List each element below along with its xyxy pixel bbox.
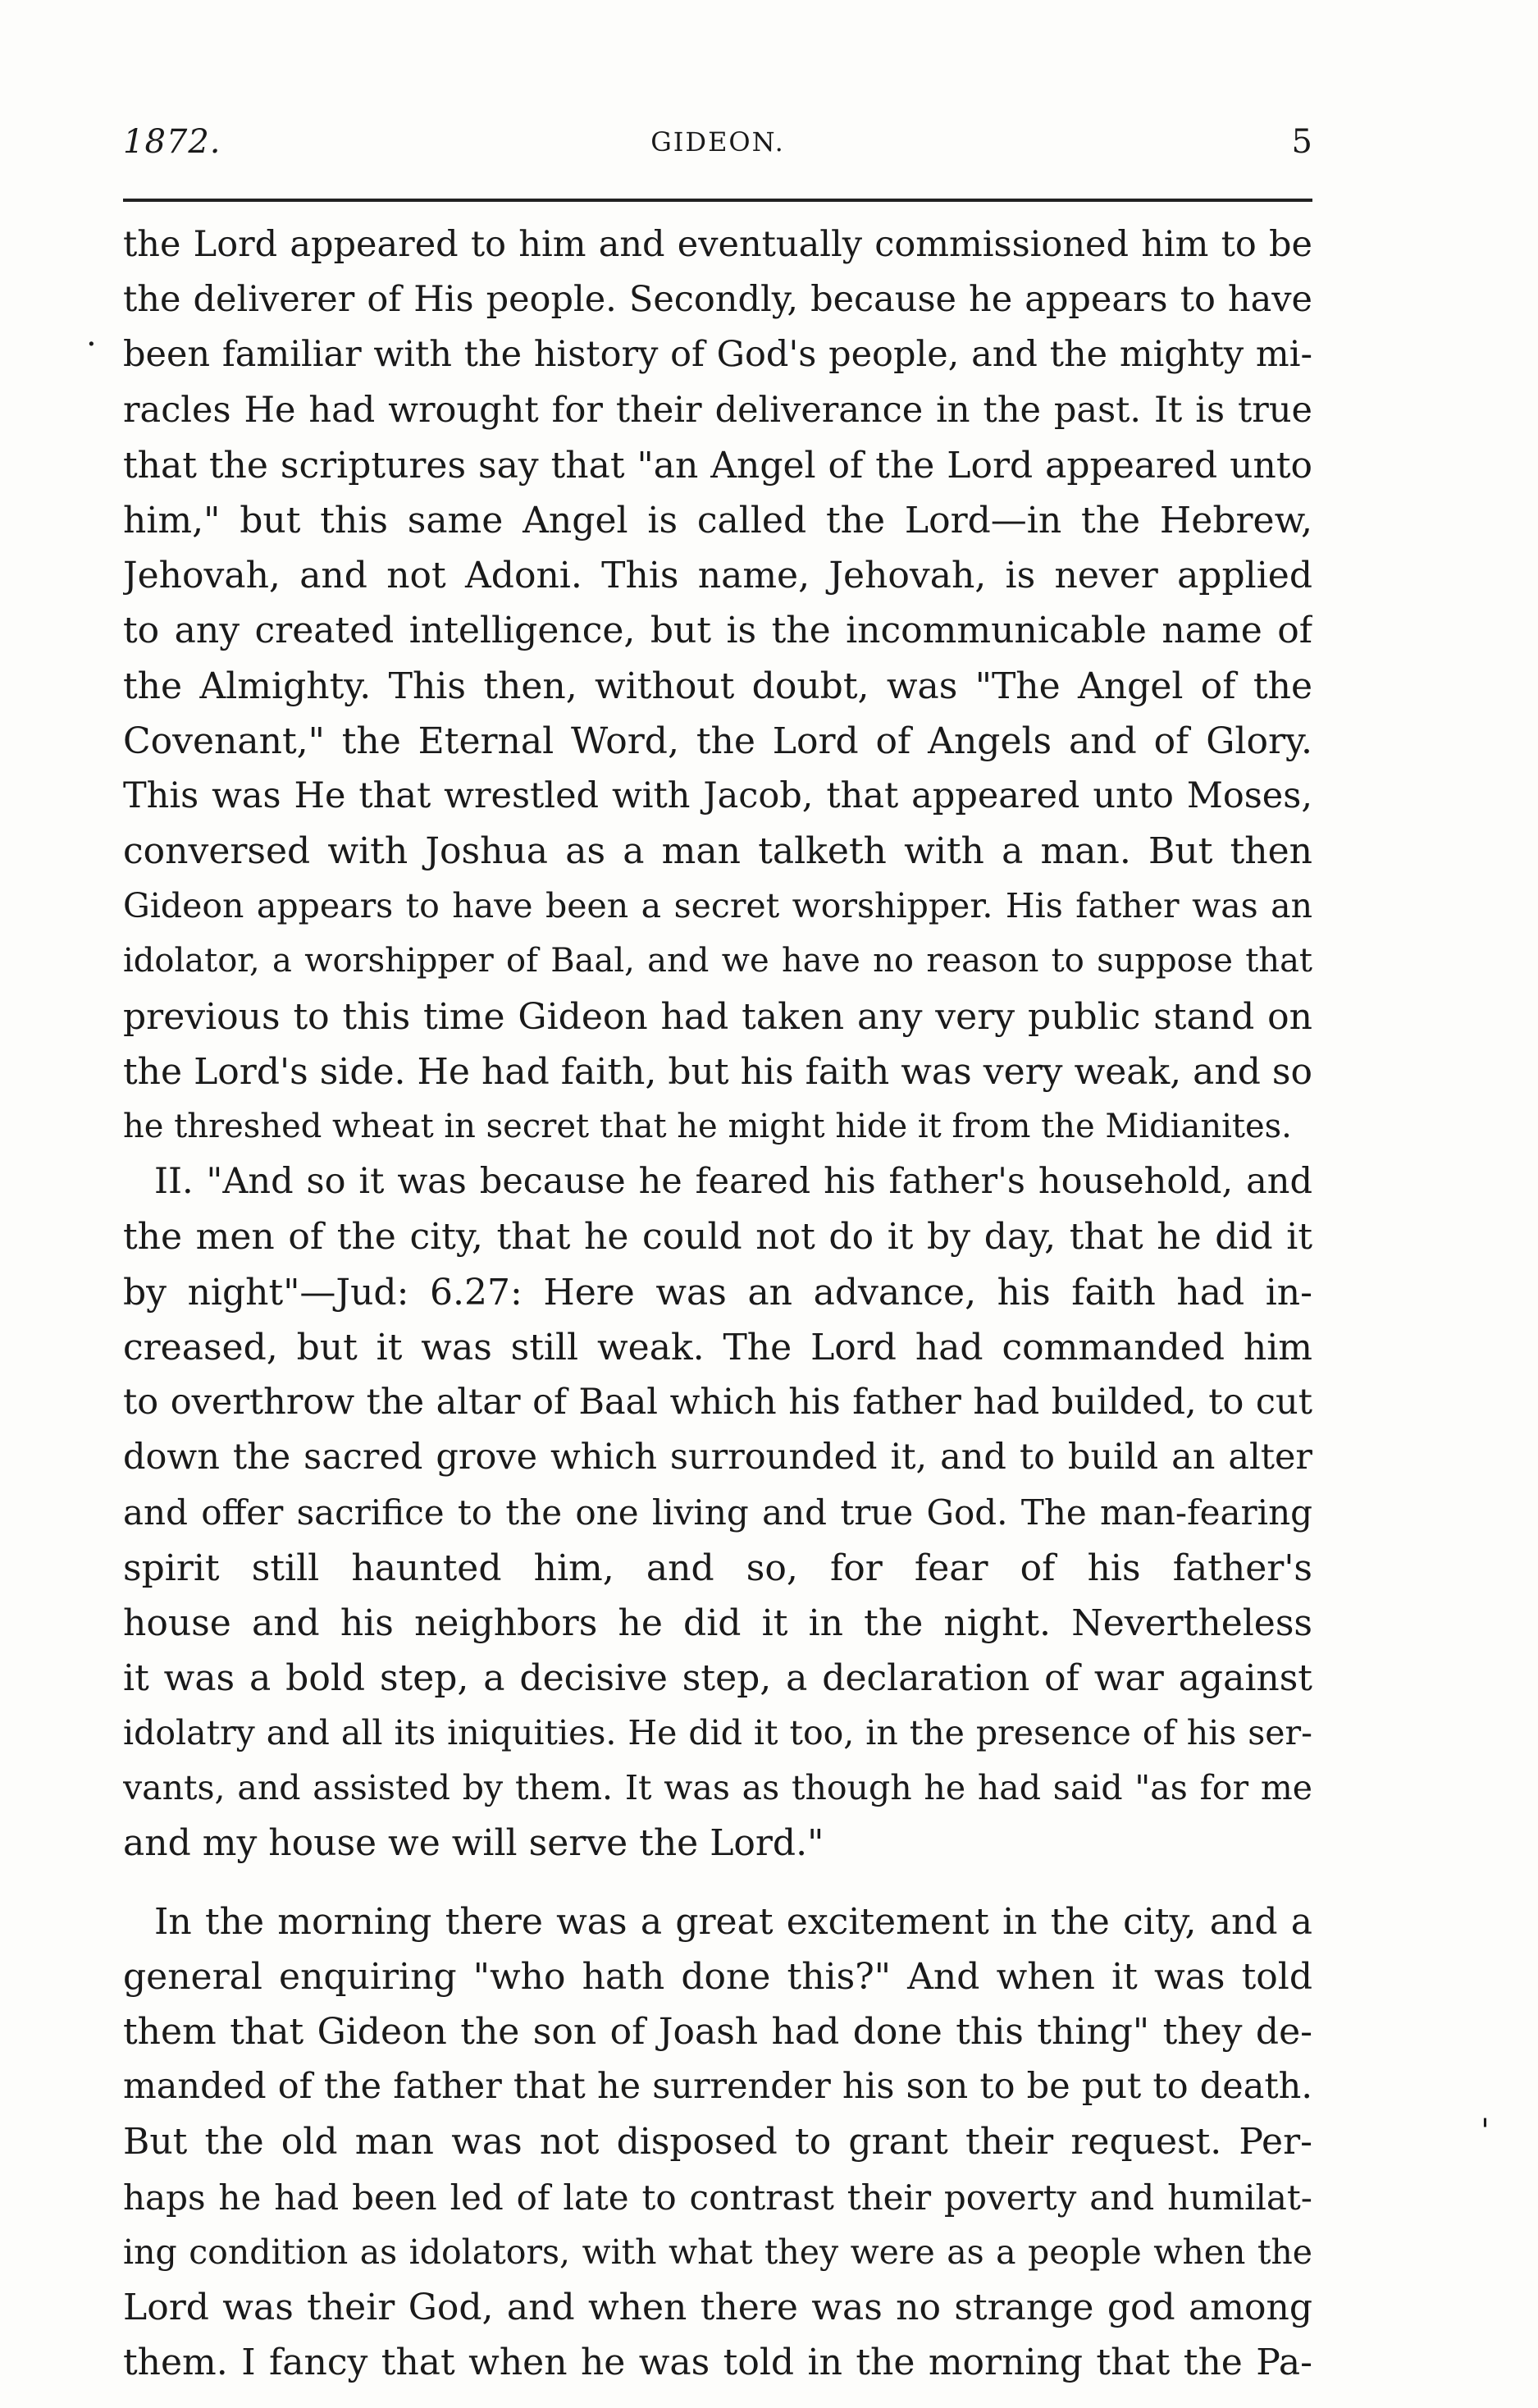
- text-line: and my house we will serve the Lord.": [123, 1822, 824, 1865]
- paragraph: [123, 1894, 1312, 2391]
- paragraph-gap: [123, 1871, 1312, 1894]
- text-line: general enquiring "who hath done this?" And when it was told: [123, 1955, 1312, 1998]
- text-line: it was a bold step, a decisive step, a declaration of war against: [123, 1656, 1312, 1699]
- text-line: them that Gideon the son of Joash had done this thing" they de-: [123, 2011, 1312, 2053]
- text-line: by night"—Jud: 6.27: Here was an advance, his faith had in-: [123, 1271, 1312, 1314]
- header-rule: [123, 199, 1312, 202]
- text-line: been familiar with the history of God's people, and the mighty mi-: [123, 334, 1312, 376]
- text-line: to any created intelligence, but is the incommunicable name of: [123, 610, 1312, 652]
- text-line: In the morning there was a great excitement in the city, and a: [154, 1900, 1312, 1943]
- header-year: 1872.: [123, 123, 221, 161]
- text-line: the Lord's side. He had faith, but his faith was very weak, and so: [123, 1050, 1312, 1093]
- body-text: [123, 217, 1312, 2390]
- paragraph: [123, 217, 1312, 1154]
- text-line: idolator, a worshipper of Baal, and we have no reason to suppose that: [123, 942, 1312, 980]
- text-line: house and his neighbors he did it in the night. Nevertheless: [123, 1602, 1312, 1644]
- text-line: II. "And so it was because he feared his father's household, and: [154, 1161, 1312, 1203]
- text-line: racles He had wrought for their deliverance in the past. It is true: [123, 389, 1312, 431]
- text-line: the men of the city, that he could not do it by day, that he did it: [123, 1216, 1312, 1259]
- text-line: Lord was their God, and when there was no strange god among: [123, 2286, 1312, 2328]
- header-title: GIDEON.: [650, 126, 785, 158]
- text-line: the Lord appeared to him and eventually commissioned him to be: [123, 224, 1312, 265]
- text-line: them. I fancy that when he was told in the morning that the Pa-: [123, 2342, 1312, 2384]
- text-line: that the scriptures say that "an Angel of the Lord appeared unto: [123, 444, 1312, 487]
- text-line: him," but this same Angel is called the Lord—in the Hebrew,: [123, 499, 1312, 541]
- right-margin-mark: ': [1481, 2113, 1490, 2150]
- text-line: manded of the father that he surrender his son to be put to death.: [123, 2066, 1312, 2108]
- running-header: [123, 123, 1312, 180]
- text-line: Jehovah, and not Adoni. This name, Jehovah, is never applied: [123, 555, 1312, 597]
- text-line: and offer sacrifice to the one living and true God. The man-fearing: [123, 1492, 1312, 1533]
- text-line: the Almighty. This then, without doubt, was "The Angel of the: [123, 665, 1312, 707]
- text-line: But the old man was not disposed to grant their request. Per-: [123, 2121, 1312, 2164]
- text-line: haps he had been led of late to contrast their poverty and humilat-: [123, 2177, 1312, 2218]
- text-line: Covenant," the Eternal Word, the Lord of Angels and of Glory.: [123, 720, 1312, 762]
- text-line: This was He that wrestled with Jacob, that appeared unto Moses,: [123, 774, 1312, 816]
- text-line: spirit still haunted him, and so, for fear of his father's: [123, 1547, 1312, 1589]
- left-margin-mark: .: [86, 316, 97, 354]
- text-line: to overthrow the altar of Baal which his father had builded, to cut: [123, 1381, 1312, 1423]
- page-number: 5: [1291, 123, 1312, 161]
- text-line: creased, but it was still weak. The Lord had commanded him: [123, 1326, 1312, 1368]
- paragraph: [123, 1154, 1312, 1871]
- text-line: ing condition as idolators, with what they were as a people when the: [123, 2232, 1312, 2272]
- text-line: idolatry and all its iniquities. He did it too, in the presence of his ser-: [123, 1713, 1312, 1753]
- text-line: vants, and assisted by them. It was as though he had said "as for me: [123, 1768, 1312, 1808]
- text-line: Gideon appears to have been a secret worshipper. His father was an: [123, 886, 1312, 926]
- text-line: previous to this time Gideon had taken any very public stand on: [123, 995, 1312, 1038]
- text-line: he threshed wheat in secret that he might hide it from the Midianites.: [123, 1108, 1292, 1145]
- text-line: down the sacred grove which surrounded it, and to build an alter: [123, 1437, 1312, 1478]
- text-line: the deliverer of His people. Secondly, because he appears to have: [123, 279, 1312, 321]
- text-line: conversed with Joshua as a man talketh with a man. But then: [123, 830, 1312, 873]
